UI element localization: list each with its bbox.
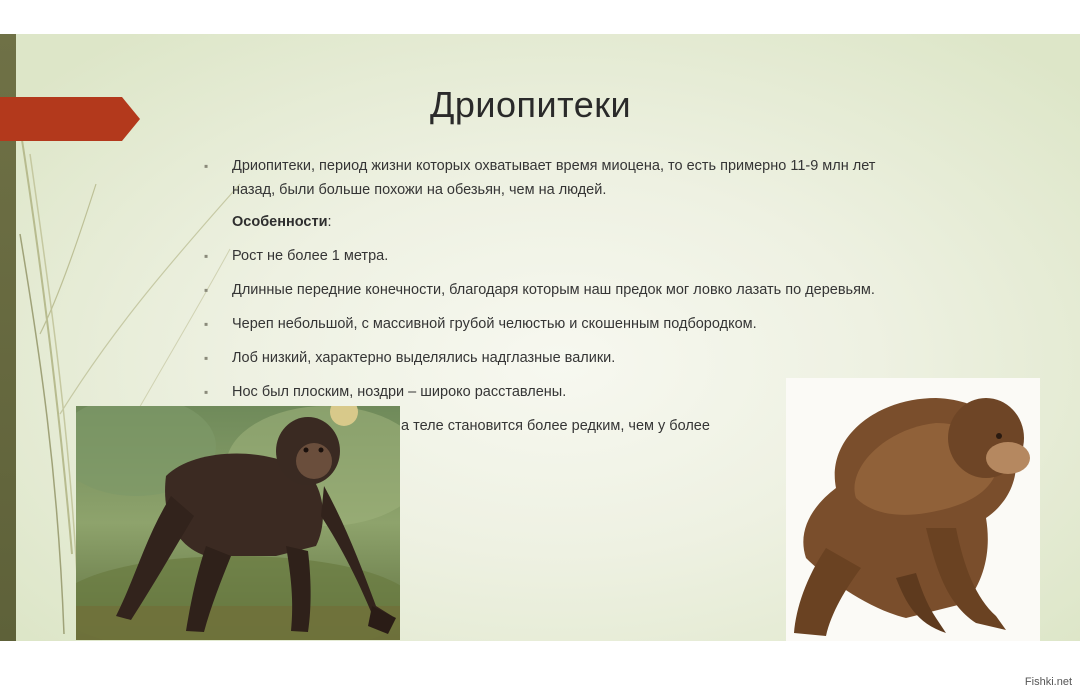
list-item <box>204 312 1054 336</box>
square-bullet-icon: ▪ <box>204 159 209 173</box>
feature-text: Нос был плоским, ноздри – широко расставлены. <box>232 384 567 400</box>
square-bullet-icon: ▪ <box>204 317 209 331</box>
slide-title: Дриопитеки <box>430 84 632 125</box>
title-arrow-marker <box>0 97 140 141</box>
square-bullet-icon: ▪ <box>204 351 209 365</box>
feature-text: Лоб низкий, характерно выделялись надглазные валики. <box>232 350 616 366</box>
list-item <box>204 346 1054 370</box>
feature-text: Рост не более 1 метра. <box>232 248 389 264</box>
intro-line-1: Дриопитеки, период жизни которых охватывает время миоцена, то есть примерно 11-9 млн лет <box>232 158 876 174</box>
square-bullet-icon: ▪ <box>204 283 209 297</box>
intro-paragraph <box>204 154 1054 202</box>
intro-line-2: назад, были больше похожи на обезьян, чем на людей. <box>232 182 607 198</box>
list-item <box>204 244 1054 268</box>
features-heading: Особенности <box>232 214 328 230</box>
feature-text: Череп небольшой, с массивной грубой челюстью и скошенным подбородком. <box>232 316 757 332</box>
list-item <box>204 278 1054 302</box>
watermark: Fishki.net <box>1024 676 1072 688</box>
features-heading-row <box>204 210 1054 234</box>
partial-line-text: а теле становится более редким, чем у более <box>401 418 710 434</box>
feature-text: Длинные передние конечности, благодаря которым наш предок мог ловко лазать по деревьям. <box>232 282 875 298</box>
features-colon: : <box>327 214 332 230</box>
square-bullet-icon: ▪ <box>204 385 209 399</box>
square-bullet-icon: ▪ <box>204 249 209 263</box>
dryopithecus-illustration <box>786 378 1040 641</box>
dryopithecus-forest-photo <box>76 406 400 640</box>
